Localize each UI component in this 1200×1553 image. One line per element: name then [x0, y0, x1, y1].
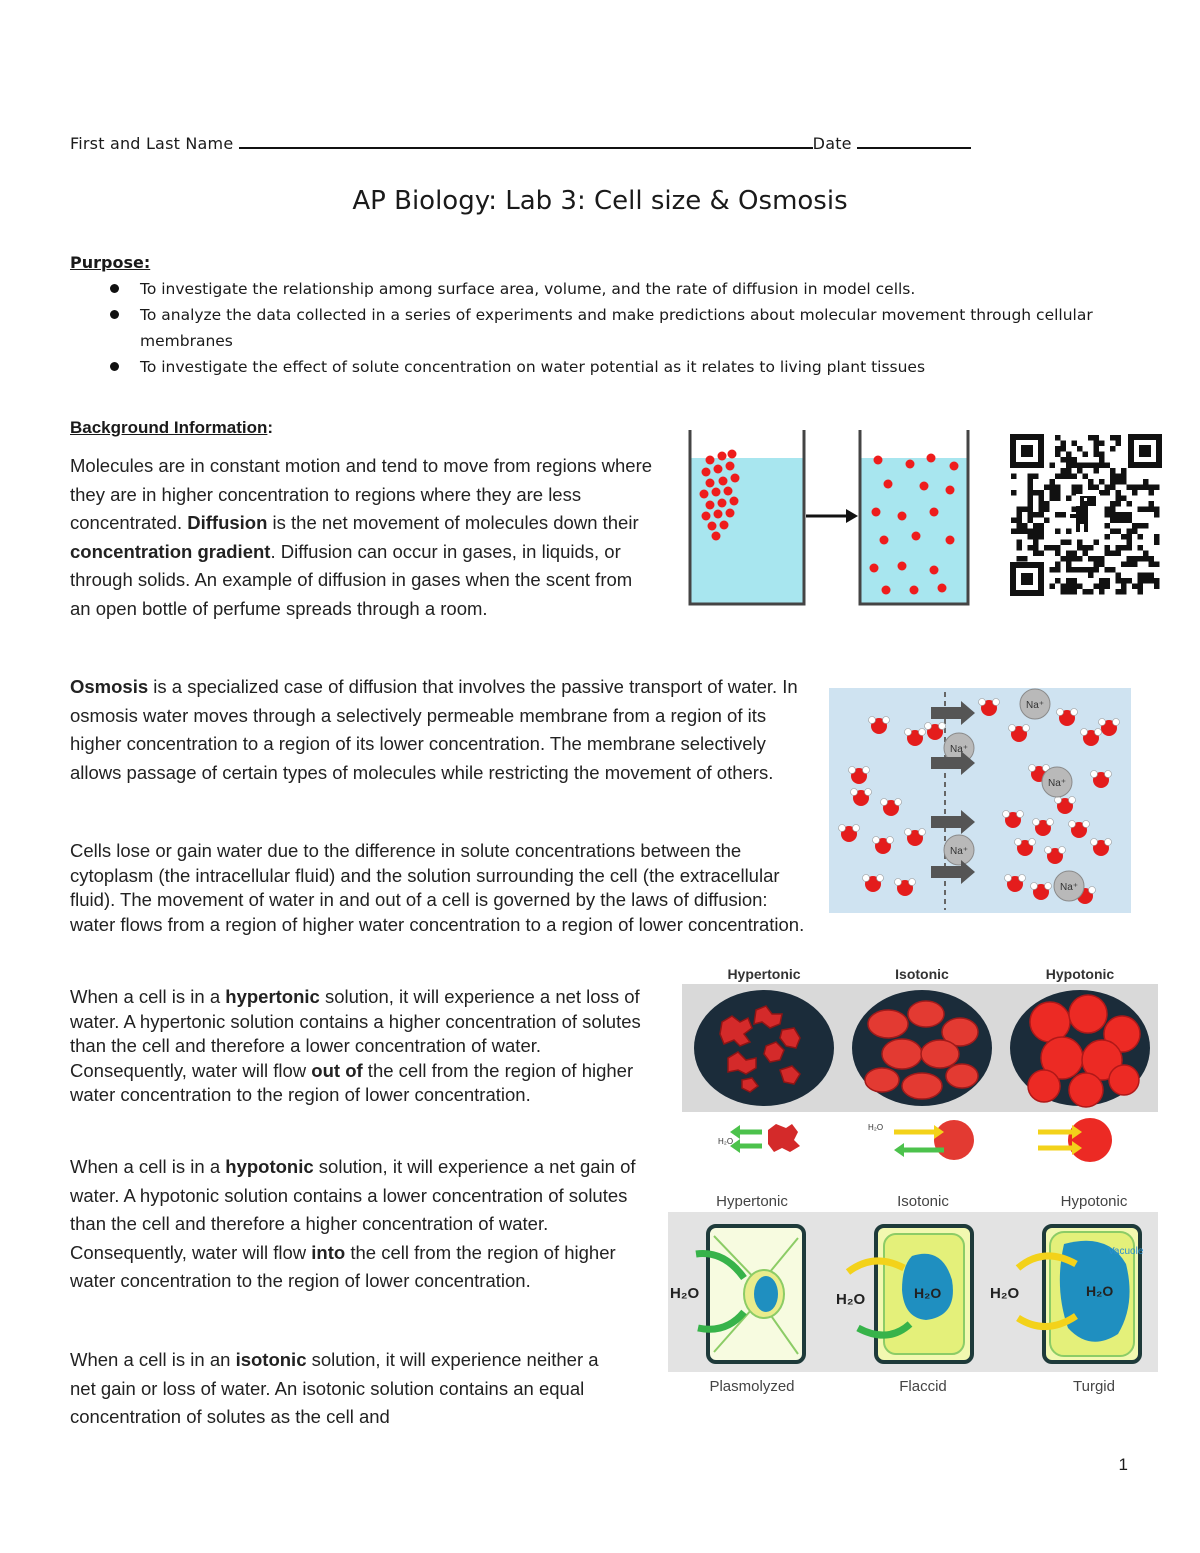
label-flaccid: Flaccid: [899, 1378, 947, 1395]
hypotonic-cell-arrows: [1038, 1118, 1112, 1162]
label-hypertonic: Hypertonic: [727, 966, 801, 982]
list-item: To analyze the data collected in a series of experiments and make predictions about molecular movement through cellular membranes: [108, 302, 1168, 354]
hypertonic-paragraph: [70, 985, 645, 1108]
sodium-ion-label: Na⁺: [949, 744, 969, 755]
term-concentration-gradient: concentration gradient: [70, 540, 271, 562]
name-date-line: [70, 131, 971, 153]
text: the cell from the region of higher water concentration to the region of lower concentration.: [70, 1241, 616, 1291]
plant-cell-tonicity-figure: [668, 1188, 1158, 1398]
diffusion-beakers-figure: [688, 428, 973, 610]
text: is a specialized case of diffusion that involves the passive transport of water. In osmosis water moves through a selectively permeable membrane from a region of its higher concentration to a region of its lower concentration. The membrane selectively allows passage of certain types of molecules while restricting the movement of others.: [70, 676, 798, 783]
list-item: To investigate the relationship among surface area, volume, and the rate of diffusion in model cells.: [108, 276, 1168, 302]
page-number: 1: [1118, 1455, 1128, 1474]
term-diffusion: Diffusion: [187, 512, 268, 533]
name-label: First and Last Name: [70, 134, 234, 153]
sodium-ion-label: Na⁺: [1059, 882, 1079, 893]
sodium-ion-label: Na⁺: [1047, 778, 1067, 789]
date-field[interactable]: [857, 131, 971, 149]
label-hypotonic: Hypotonic: [1060, 1193, 1128, 1210]
water-label: H₂O: [718, 1137, 734, 1146]
qr-code-icon[interactable]: [1010, 434, 1162, 596]
isotonic-cell-arrows: [868, 1120, 974, 1160]
osmosis-membrane-figure: [829, 688, 1131, 913]
text: solution, it will experience neither a net gain or loss of water. An isotonic solution contains an equal concentration of solutes as the cell and: [70, 1349, 599, 1427]
label-isotonic: Isotonic: [895, 966, 949, 982]
label-hypotonic: Hypotonic: [1045, 966, 1115, 982]
water-label: H₂O: [1086, 1283, 1114, 1299]
water-label: H₂O: [990, 1285, 1020, 1302]
label-isotonic: Isotonic: [897, 1193, 949, 1210]
text: solution, it will experience a net gain of water. A hypotonic solution contains a lower concentration of solutes than the cell and therefore a higher concentration of water. Consequently, water will flow: [70, 1156, 636, 1263]
page-title: AP Biology: Lab 3: Cell size & Osmosis: [352, 186, 848, 216]
osmosis-paragraph: [70, 673, 815, 787]
text: is the net movement of molecules down their: [267, 512, 639, 533]
purpose-list: [108, 276, 1168, 380]
vacuole-label: Vacuole: [1108, 1246, 1144, 1257]
sodium-ion-label: Na⁺: [1025, 700, 1045, 711]
water-label: H₂O: [670, 1285, 700, 1302]
list-item: To investigate the effect of solute concentration on water potential as it relates to living plant tissues: [108, 354, 1168, 380]
date-label: Date: [812, 134, 852, 153]
arrow-right-icon: [846, 509, 858, 523]
water-label: H₂O: [914, 1285, 942, 1301]
background-heading: [70, 418, 273, 438]
label-hypertonic: Hypertonic: [716, 1193, 788, 1210]
term-isotonic: isotonic: [235, 1349, 307, 1370]
background-heading-colon: :: [267, 418, 274, 437]
sodium-ion-label: Na⁺: [949, 846, 969, 857]
red-blood-cell-tonicity-figure: [682, 962, 1158, 1162]
hypertonic-cell-arrows: [718, 1124, 800, 1153]
term-out-of: out of: [311, 1059, 363, 1081]
text: When a cell is in a: [70, 986, 226, 1007]
text: the cell from the region of higher water concentration to the region of lower concentration.: [70, 1059, 634, 1105]
text: . Diffusion can occur in gases, in liquids, or through solids. An example of diffusion in gases when the scent from an open bottle of perfume spreads through a room.: [70, 540, 633, 619]
background-heading-text: Background Information: [70, 418, 268, 437]
text: solution, it will experience a net loss of water. A hypertonic solution contains a higher concentration of solutes than the cell and therefore a lower concentration of water. Consequently, water will flow: [70, 986, 641, 1081]
water-label: H₂O: [836, 1291, 866, 1308]
term-into: into: [311, 1241, 346, 1263]
label-plasmolyzed: Plasmolyzed: [709, 1378, 795, 1395]
isotonic-paragraph: [70, 1346, 625, 1432]
name-field[interactable]: [239, 131, 813, 149]
purpose-heading: Purpose:: [70, 253, 151, 272]
beaker-water-right: [860, 458, 968, 604]
water-movement-paragraph: Cells lose or gain water due to the difference in solute concentrations between the cytoplasm (the intracellular fluid) and the solution surrounding the cell (the extracellular fluid). The movement of water in and out of a cell is governed by the laws of diffusion: water flows from a region of higher water concentration to a region of lower concentration.: [70, 840, 805, 935]
term-osmosis: Osmosis: [70, 676, 149, 697]
text: When a cell is in an: [70, 1349, 236, 1370]
term-hypertonic: hypertonic: [225, 986, 320, 1007]
hypotonic-paragraph: [70, 1153, 648, 1296]
label-turgid: Turgid: [1073, 1378, 1115, 1395]
term-hypotonic: hypotonic: [225, 1156, 314, 1177]
water-label: H₂O: [868, 1123, 884, 1132]
text: When a cell is in a: [70, 1156, 226, 1177]
diffusion-paragraph: [70, 452, 655, 623]
text: Molecules are in constant motion and tend to move from regions where they are in higher concentration to regions where they are less concentrated.: [70, 455, 653, 533]
